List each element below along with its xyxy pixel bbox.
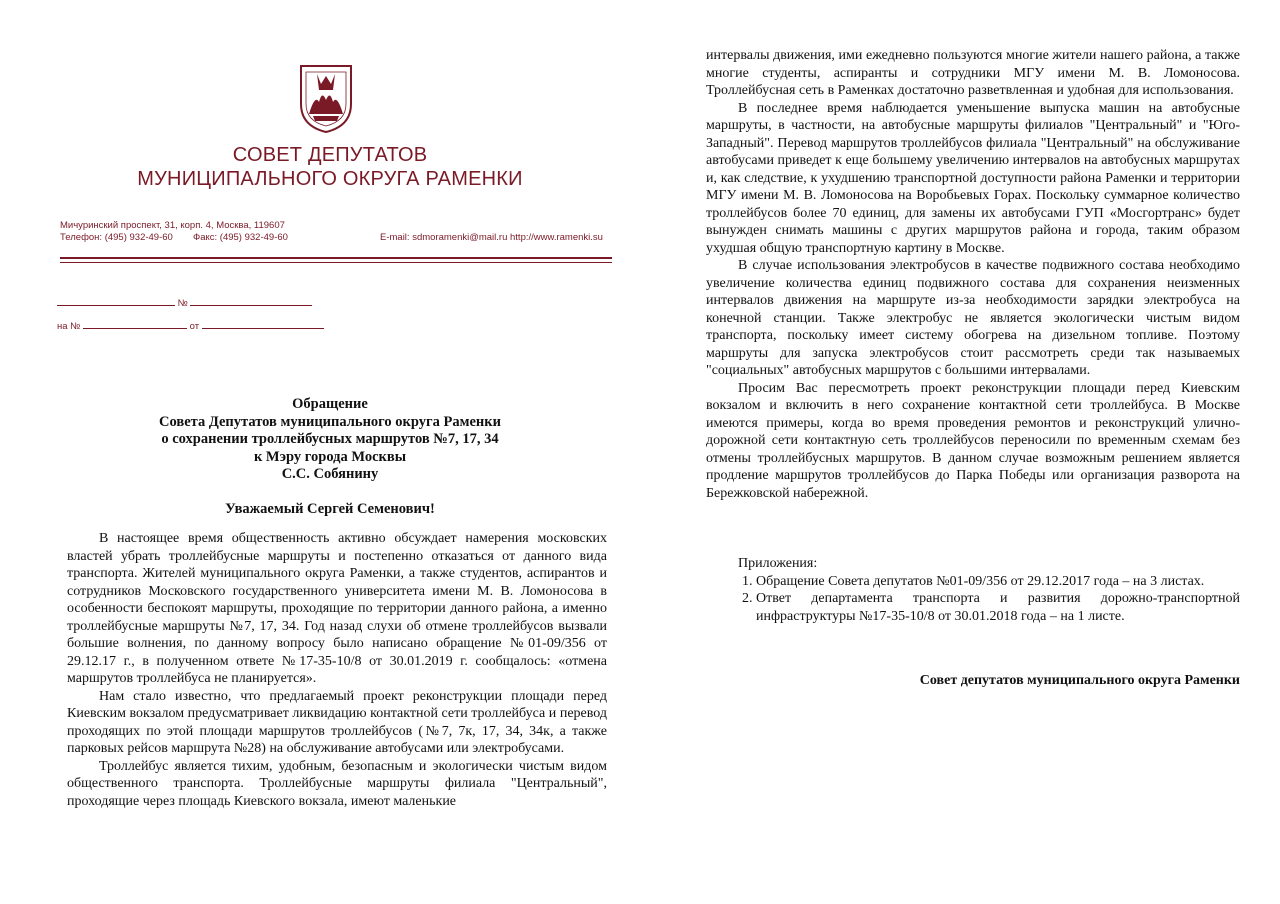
org-title-line-2: МУНИЦИПАЛЬНОГО ОКРУГА РАМЕНКИ	[137, 168, 523, 190]
paragraph: В случае использования электробусов в качестве подвижного состава необходимо увеличение количества единиц подвижного состава для сохранения неизменных интервалов движения на маршруте из-за необходимости зарядки электробуса на конечной станции. Также электробус не является экологически чистым видом транспорта, поскольку имеет систему обогрева на дизельном топливе. Поэтому маршруты для запуска электробусов стоит рассмотреть среди так называемых "социальных" автобусных маршрутов с большими интервалами.	[706, 258, 1240, 378]
appeal-line-4: к Мэру города Москвы	[253, 448, 407, 465]
address: Мичуринский проспект, 31, корп. 4, Москва, 119607	[60, 220, 285, 231]
email-and-website: E-mail: sdmoramenki@mail.ru http://www.ramenki.su	[380, 232, 603, 243]
letter-body-left	[67, 530, 607, 810]
fax: Факс: (495) 932-49-60	[193, 232, 288, 243]
paragraph: В последнее время наблюдается уменьшение выпуска машин на автобусные маршруты, в частности, на автобусные маршруты филиалов "Центральный" и "Юго-Западный". Перевод маршрутов троллейбусов филиала "Центральный" на обслуживание автобусами приведет к еще большему увеличению интервалов на автобусных маршрутах и, как следствие, к ухудшению транспортной доступности района Раменки и территории МГУ имени М. В. Ломоносова на Воробьевых Горах. Поскольку суммарное количество троллейбусов более 70 единиц, для замены их автобусами ГУП «Мосгортранс» будет вынужден снимать машины с других маршрутов района и города, таким образом ухудшая общую транспортную картину в Москве.	[706, 100, 1240, 256]
letterhead-contacts	[60, 220, 620, 244]
on-number-blank-line	[83, 320, 187, 329]
incoming-number-field	[57, 320, 324, 332]
letterhead-rule-thick	[60, 257, 612, 259]
paragraph: В настоящее время общественность активно обсуждает намерения московских властей убрать троллейбусные маршруты и постепенно отказаться от данного вида транспорта. Жителей муниципального округа Раменки, а также студентов, аспирантов и сотрудников Московского государственного университета имени М. В. Ломоносова в особенности беспокоят маршруты, проходящие по территории данного района, а именно троллейбусные маршруты №7, 17, 34. Год назад слухи об отмене троллейбусов вызвали большие волнения, по данному вопросу было написано обращение №01-09/356 от 29.12.17 г., в полученном ответе №17-35-10/8 от 30.01.2019 г. сообщалось: «отмена маршрутов троллейбуса не планируется».	[67, 531, 607, 686]
org-title-line-1: СОВЕТ ДЕПУТАТОВ	[232, 144, 428, 166]
attachments-heading: Приложения:	[738, 556, 818, 571]
greeting: Уважаемый Сергей Семенович!	[225, 501, 435, 517]
number-label: №	[177, 298, 188, 309]
attachment-item: 1. Обращение Совета депутатов №01-09/356 от 29.12.2017 года – на 3 листах.	[756, 573, 1240, 591]
letterhead-rule-thin	[60, 262, 612, 263]
attachment-item: 2. Ответ департамента транспорта и развития дорожно-транспортной инфраструктуры №17-35-10/8 от 30.01.2018 года – на 1 листе.	[756, 590, 1240, 625]
paragraph: интервалы движения, ими ежедневно пользуются многие жители нашего района, а также многие студенты, аспиранты и сотрудники МГУ имени М. В. Ломоносова. Троллейбусная сеть в Раменках достаточно разветвленная и удобная для использования.	[706, 48, 1240, 98]
signature: Совет депутатов муниципального округа Раменки	[919, 673, 1240, 688]
phone: Телефон: (495) 932-49-60	[60, 232, 173, 243]
paragraph: Просим Вас пересмотреть проект реконструкции площади перед Киевским вокзалом и включить в него сохранение контактной сети троллейбуса. В Москве имеются примеры, когда во время проведения ремонтов и реконструкций улично-дорожной сети контактную сеть троллейбусов переносили по временным схемам без отмены троллейбусных маршрутов. В данном случае возможным решением является продление маршрутов троллейбусов до Парка Победы или организация разворота на Бережковской набережной.	[706, 380, 1240, 501]
date-blank-line	[57, 297, 175, 306]
appeal-line-3: о сохранении троллейбусных маршрутов №7, 17, 34	[161, 431, 499, 447]
letter-body-right	[706, 47, 1240, 502]
org-title	[130, 143, 530, 191]
from-blank-line	[202, 320, 324, 329]
appeal-heading	[130, 396, 530, 484]
from-label: от	[189, 321, 200, 332]
coat-of-arms-emblem	[297, 64, 355, 134]
attachments-list	[706, 573, 1240, 626]
number-blank-line	[190, 297, 312, 306]
on-number-label: на №	[57, 321, 81, 332]
paragraph: Нам стало известно, что предлагаемый проект реконструкции площади перед Киевским вокзалом предусматривает ликвидацию контактной сети троллейбуса и перевод проходящих по этой площади маршрутов троллейбусов (№7, 7к, 17, 34, 34к, а также парковых рейсов маршрута №28) на обслуживание автобусами или электробусами.	[67, 688, 607, 756]
attachments-section	[706, 555, 1240, 625]
paragraph: Троллейбус является тихим, удобным, безопасным и экологически чистым видом общественного транспорта. Троллейбусные маршруты филиала "Центральный", проходящие через площадь Киевского вокзала, имеют маленькие	[67, 758, 607, 809]
appeal-line-1: Обращение	[292, 396, 368, 412]
outgoing-number-field	[57, 297, 312, 309]
appeal-line-2: Совета Депутатов муниципального округа Раменки	[159, 413, 501, 430]
appeal-line-5: С.С. Собянину	[281, 466, 379, 482]
